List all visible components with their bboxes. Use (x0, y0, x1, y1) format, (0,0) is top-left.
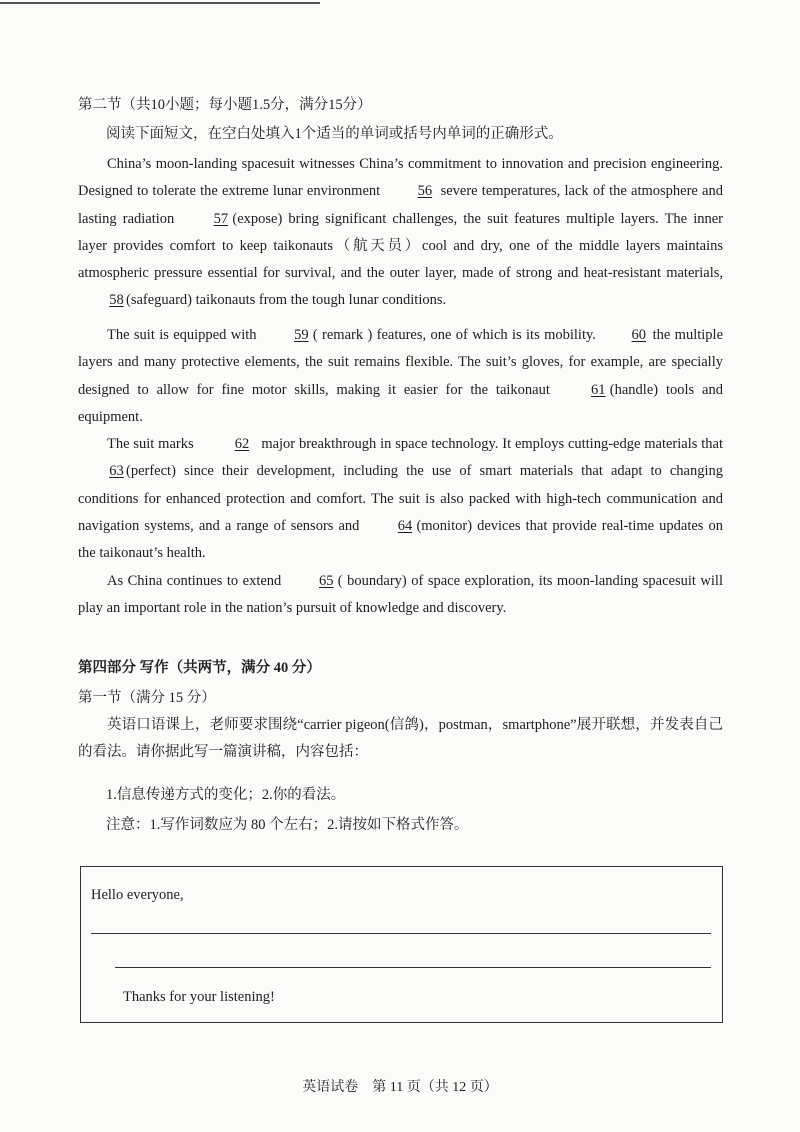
writing-note: 注意：1.写作词数应为 80 个左右；2.请按如下格式作答。 (106, 817, 469, 833)
page-footer: 英语试卷 第 11 页（共 12 页） (302, 1080, 498, 1095)
blank-65[interactable]: 65 (319, 573, 334, 589)
scan-edge-line (0, 2, 320, 4)
blank-64[interactable]: 64 (397, 517, 413, 534)
part4-heading: 第四部分 写作（共两节，满分 40 分） (78, 660, 321, 676)
answer-greeting: Hello everyone, (91, 887, 184, 903)
blank-57[interactable]: 57 (213, 210, 229, 227)
answer-box (80, 866, 723, 1023)
blank-60[interactable]: 60 (631, 327, 647, 343)
answer-line-1[interactable] (91, 933, 711, 934)
part4-subheading: 第一节（满分 15 分） (78, 690, 216, 706)
answer-line-2[interactable] (115, 967, 711, 968)
section2-instruction: 阅读下面短文，在空白处填入1个适当的单词或括号内单词的正确形式。 (106, 126, 563, 142)
answer-closing: Thanks for your listening! (123, 989, 275, 1005)
blank-56[interactable]: 56 (417, 183, 433, 200)
blank-63[interactable]: 63 (109, 463, 124, 480)
writing-prompt: 英语口语课上，老师要求围绕“carrier pigeon(信鸽)，postman，smartphone”展开联想，并发表自己的看法。请你据此写一篇演讲稿，内容包括： (78, 717, 723, 761)
writing-points: 1.信息传递方式的变化；2.你的看法。 (106, 787, 346, 803)
blank-58[interactable]: 58 (109, 292, 124, 309)
blank-62[interactable]: 62 (234, 436, 250, 452)
section2-heading: 第二节（共10小题；每小题1.5分，满分15分） (78, 97, 372, 113)
passage-paragraph-3: The suit marks 62 major breakthrough in space technology. It employs cutting-edge materials that 63 (perfect) since their development, including the use of smart materials that adapt to changing conditions for enhanced protection and comfort. The suit is also packed with high-tech communication and navigation systems, and a range of sensors and 64 (monitor) devices that provide real-time updates on the taikonaut’s health. (78, 431, 723, 567)
blank-59[interactable]: 59 (294, 327, 309, 343)
passage-paragraph-2: The suit is equipped with 59 ( remark ) features, one of which is its mobility. 60 the multiple layers and many protective elements, the suit remains flexible. The suit’s gloves, for example, are specially designed to allow for fine motor skills, making it easier for the taikonaut 61 (handle) tools and equipment. (78, 322, 723, 431)
passage-paragraph-4: As China continues to extend 65 ( boundary) of space exploration, its moon-landing spacesuit will play an important role in the nation’s pursuit of knowledge and discovery. (78, 568, 723, 623)
blank-61[interactable]: 61 (591, 381, 606, 398)
passage-paragraph-1: China’s moon-landing spacesuit witnesses China’s commitment to innovation and precision engineering. Designed to tolerate the extreme lunar environment 56 severe temperatures, lack of the atmosphere and lasting radiation 57 (expose) bring significant challenges, the suit features multiple layers. The inner layer provides comfort to keep taikonauts（航天员）cool and dry, one of the middle layers maintains atmospheric pressure essential for survival, and the outer layer, made of strong and heat-resistant materials, 58 (safeguard) taikonauts from the tough lunar conditions. (78, 151, 723, 315)
